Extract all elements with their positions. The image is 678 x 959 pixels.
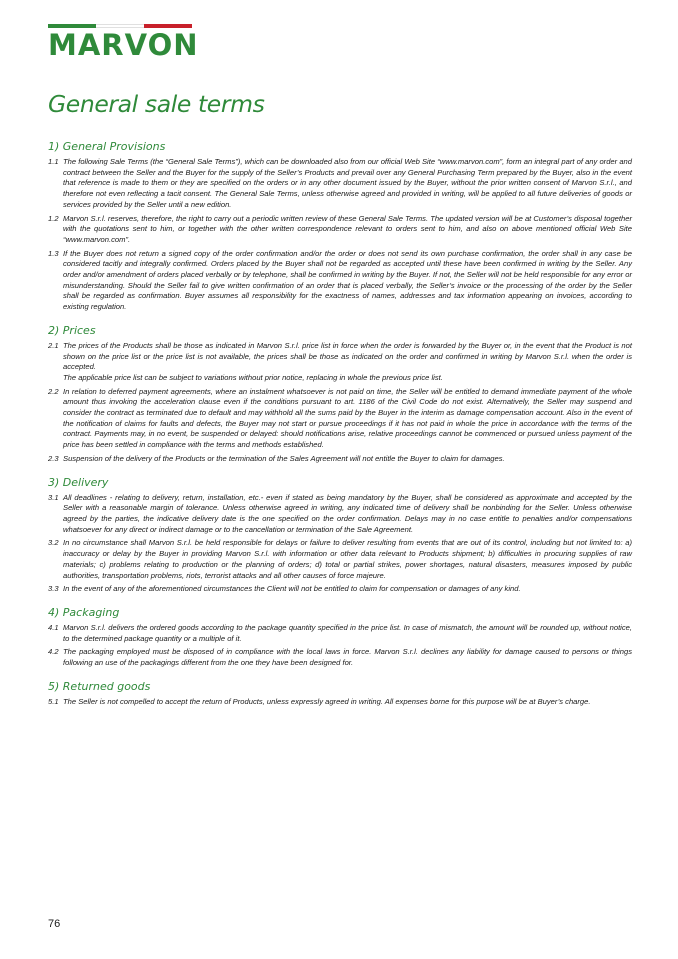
section [48,680,632,708]
section [48,606,632,669]
clause-number: 3.2 [48,538,59,548]
clause-number: 1.2 [48,213,59,223]
section-heading: 2) Prices [48,323,96,337]
clause-number: 5.1 [48,696,59,706]
section [48,140,632,313]
clause-text: The Seller is not compelled to accept the return of Products, unless expressly agreed in writing. All expenses borne for this purpose will be at Buyer’s charge. [63,696,591,706]
clause-text: Suspension of the delivery of the Products or the termination of the Sales Agreement will not entitle the Buyer to claim for damages. [63,453,505,463]
section-heading: 3) Delivery [48,475,109,489]
clause-number: 2.1 [48,340,59,350]
clause-text: The prices of the Products shall be those as indicated in Marvon S.r.l. price list in force when the order is forwarded by the Buyer or, in the event that the Product is not shown on the price list or the price list is not available, the prices shall be those as indicated on the order and confirmed in writing by Marvon S.r.l. when the order is accepted. [63,340,632,372]
clause [48,157,632,211]
clause [48,454,632,465]
clause-text: The applicable price list can be subject to variations without prior notice, replacing in whole the previous price list. [63,372,443,382]
clause-text: Marvon S.r.l. delivers the ordered goods according to the package quantity specified in the price list. In case of mismatch, the amount will be rounded up, without notice, to the determined package quantity or a multiple of it. [63,622,632,643]
section-heading: 4) Packaging [48,605,120,619]
page-number: 76 [48,918,61,930]
section [48,324,632,465]
clause [48,584,632,595]
clause-text: Marvon S.r.l. reserves, therefore, the right to carry out a periodic written review of these General Sale Terms. The updated version will be at Customer’s disposal together with the quotations sent to him, or together with the other written correspondence relevant to orders sent to him, and also on above mentioned official Web Site “www.marvon.com”. [63,213,632,244]
clause-text: In the event of any of the aforementioned circumstances the Client will not be entitled to claim for compensation or damages of any kind. [63,584,521,594]
clause-number: 1.1 [48,157,59,166]
terms-content [48,140,632,718]
section [48,476,632,595]
clause [48,341,632,384]
section-heading: 1) General Provisions [48,140,166,153]
clause-number: 3.1 [48,492,59,502]
clause-text: The following Sale Terms (the “General Sale Terms”), which can be downloaded also from our official Web Site “www.marvon.com”, form an integral part of any order and contract between the Seller and the Buyer for the supply of the Seller’s Products and prevail over any General Purchasing Term prepared by the Buyer, also in the event that reference is made to them or they are specified on the orders or in any other document issued by the Buyer, without the prior written consent of Marvon S.r.l., and therefore not even reflecting a tacit consent. The General Sale Terms, unless otherwise agreed and provided in writing, will be applied to all future deliveries of goods or services provided by the Seller until a new edition. [63,157,632,209]
clause-text: If the Buyer does not return a signed copy of the order confirmation and/or the order or does not send its own purchase confirmation, the order shall in any case be considered tacitly and integrally confirmed. Orders placed by the Buyer shall not be regarded as accepted until these have been confirmed in writing by the Seller. Any order and/or amendment of orders placed verbally or by telephone, shall be confirmed in writing by the Buyer. If not, the Seller will not be held responsible for any error or misunderstanding. Should the Seller fail to give written confirmation of an order that is placed verbally, the Seller’s invoice or the processing of the order by the Seller shall be regarded as confirmation. Buyer assumes all responsibility for the exactness of names, addresses and tax information appearing on invoices, according to existing regulation. [63,248,632,312]
marvon-logo [48,24,199,62]
clause [48,214,632,246]
clause-number: 4.1 [48,622,59,632]
section-heading: 5) Returned goods [48,679,151,693]
clause [48,647,632,668]
clause-text: The packaging employed must be disposed of in compliance with the local laws in force. Marvon S.r.l. declines any liability for damage caused to persons or things following an use of the packagings different from the one they have been designed for. [63,647,632,668]
clause-number: 4.2 [48,647,59,657]
clause [48,623,632,644]
clause [48,538,632,581]
clause [48,249,632,313]
clause [48,493,632,536]
clause-number: 2.3 [48,453,59,463]
clause-number: 3.3 [48,584,59,594]
clause [48,697,632,708]
clause-number: 1.3 [48,248,59,258]
clause-text: In relation to deferred payment agreements, where an instalment whatsoever is not paid on time, the Seller will be entitled to demand immediate payment of the whole amount thus invoking the acceleration clause even if the conditions pursuant to art. 1186 of the Civil Code do not exist. Alternatively, the Seller may suspend and consider the contract as terminated due to default and may withhold all the sums paid by the Buyer in the interim as damage compensation account. Also in the event of the notification of claims for faults and defects, the Buyer may not start or pursue proceedings if it has not paid in whole the price in accordance with the terms of the contract. Payments may, in no event, be suspended or delayed: should notifications arise, relative proceedings cannot be commenced or pursued unless payment of the price has been settled in compliance with the terms and methods established. [63,386,632,450]
clause [48,387,632,451]
logo-text: MARVON [48,28,199,62]
page-title: General sale terms [48,90,265,118]
clause-number: 2.2 [48,386,59,396]
clause-text: In no circumstance shall Marvon S.r.l. be held responsible for delays or failure to deliver resulting from events that are out of its control, including but not limited to: a) inaccuracy or delay by the Buyer in providing Marvon S.r.l. with information or other data relevant to Products shipment; b) difficulties in procuring supplies of raw materials; c) problems relating to production or the planning of orders; d) total or partial strikes, power shortages, natural disasters, measures imposed by public authorities, transportation problems, riots, terrorist attacks and all other causes of force majeure. [63,538,632,580]
clause-text: All deadlines - relating to delivery, return, installation, etc.- even if stated as being mandatory by the Buyer, shall be considered as approximate and accepted by the Seller with a reasonable margin of tolerance. Unless otherwise agreed in writing, any indicated time of delivery shall be nonbinding for the Seller. Unless otherwise agreed by the parties, the indicative delivery date is the one specified on the order confirmation. Delays may in no case entitle to penalties and/or compensations whatsoever for any direct or indirect damage or to the cancellation or termination of the Sale Agreement. [63,492,632,534]
